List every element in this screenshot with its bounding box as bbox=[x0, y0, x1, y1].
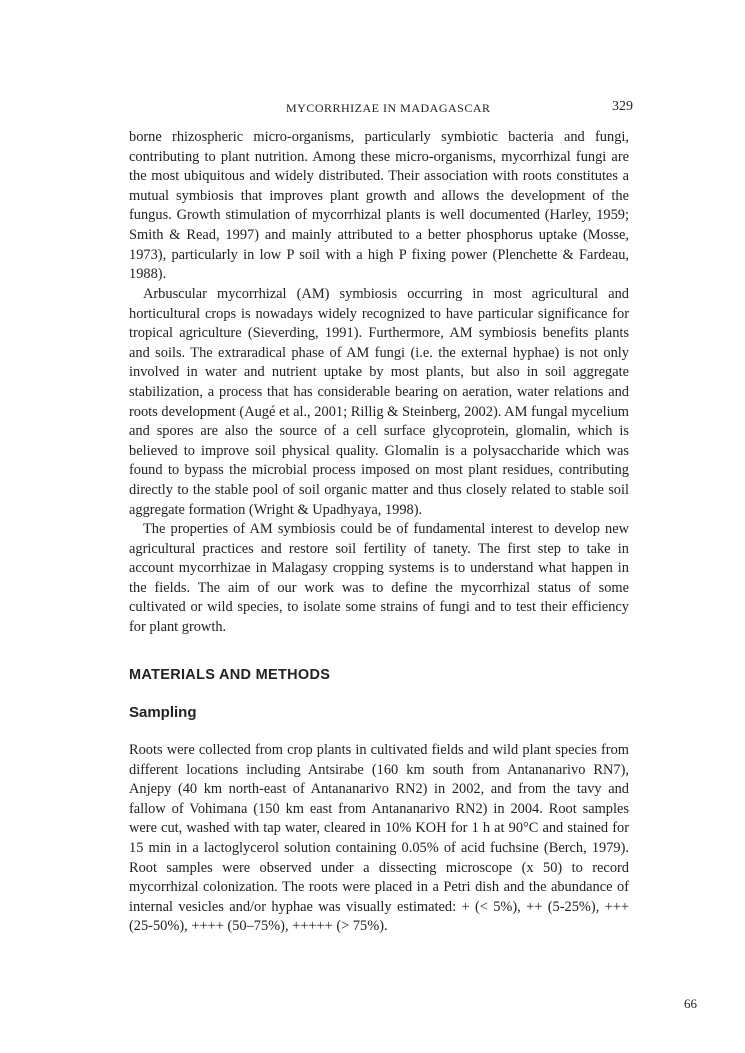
section-heading-materials-methods: MATERIALS AND METHODS bbox=[129, 667, 331, 683]
paragraph-am-symbiosis: Arbuscular mycorrhizal (AM) symbiosis occurring in most agricultural and horticultural crops is nowadays widely recognized to have particular significance for tropical agriculture (Sieverding, 1991). Furthermore, AM symbiosis benefits plants and soils. The extraradical phase of AM fungi (i.e. the external hyphae) is not only involved in water and nutrient uptake by most plants, but also in soil aggregate stabilization, a process that has considerable bearing on aeration, water relations and roots development (Augé et al., 2001; Rillig & Steinberg, 2002). AM fungal mycelium and spores are also the source of a cell surface glycoprotein, glomalin, which is believed to improve soil physical quality. Glomalin is a polysaccharide which was found to bypass the microbial process imposed on most plant residues, contributing directly to the stable pool of soil organic matter and thus closely related to stable soil aggregate formation (Wright & Upadhyaya, 1998). bbox=[129, 286, 629, 518]
paragraph-intro-continued: borne rhizospheric micro-organisms, particularly symbiotic bacteria and fungi, contributing to plant nutrition. Among these micro-organisms, mycorrhizal fungi are the most ubiquitous and widely distributed. Their association with roots constitutes a mutual symbiosis that improves plant growth and allows the development of the fungus. Growth stimulation of mycorrhizal plants is well documented (Harley, 1959; Smith & Read, 1997) and mainly attributed to a better phosphorus uptake (Mosse, 1973), particularly in low P soil with a high P fixing power (Plenchette & Fardeau, 1988). bbox=[129, 129, 629, 283]
footer-page-number: 66 bbox=[684, 996, 697, 1011]
running-title: MYCORRHIZAE IN MADAGASCAR bbox=[286, 101, 491, 115]
page-number: 329 bbox=[612, 99, 633, 114]
paragraph-aims: The properties of AM symbiosis could be of fundamental interest to develop new agricultural practices and restore soil fertility of tanety. The first step to take in account mycorrhizae in Malagasy cropping systems is to understand what happen in the fields. The aim of our work was to define the mycorrhizal status of some cultivated or wild species, to isolate some strains of fungi and to test their efficiency for plant growth. bbox=[129, 521, 629, 635]
subsection-heading-sampling: Sampling bbox=[129, 704, 197, 721]
paragraph-sampling: Roots were collected from crop plants in cultivated fields and wild plant species from different locations including Antsirabe (160 km south from Antananarivo RN7), Anjepy (40 km north-east of Antananarivo RN2) in 2002, and from the tavy and fallow of Vohimana (150 km east from Antananarivo RN2) in 2004. Root samples were cut, washed with tap water, cleared in 10% KOH for 1 h at 90°C and stained for 15 min in a lactoglycerol solution containing 0.05% of acid fuchsine (Berch, 1979). Root samples were observed under a dissecting microscope (x 50) to record mycorrhizal colonization. The roots were placed in a Petri dish and the abundance of internal vesicles and/or hyphae was visually estimated: + (< 5%), ++ (5-25%), +++ (25-50%), ++++ (50–75%), +++++ (> 75%). bbox=[129, 742, 629, 935]
